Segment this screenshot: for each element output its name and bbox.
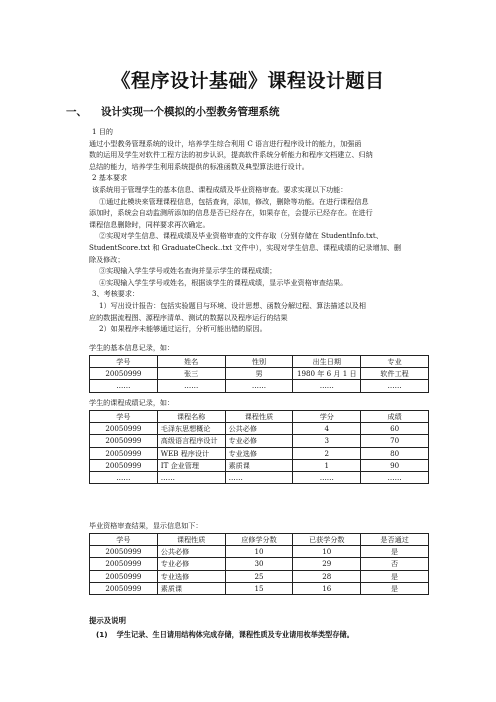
course-score-table: [89, 410, 429, 484]
table-row: [90, 582, 429, 594]
table-row: [90, 558, 429, 570]
body-line: 课程信息删除时，同样要求再次确定。: [89, 219, 210, 229]
table-cell: 软件工程: [361, 368, 429, 380]
table-header-cell: 成绩: [361, 411, 429, 423]
table-cell: 4: [293, 423, 361, 435]
body-line: 2 基本要求: [92, 173, 128, 183]
table-header-row: [90, 534, 429, 546]
table-cell: 专业选修: [225, 447, 293, 459]
table-cell: 毛泽东思想概论: [157, 423, 225, 435]
table-cell: 90: [361, 459, 429, 471]
table-row: [90, 546, 429, 558]
table-header-cell: 课程性质: [225, 411, 293, 423]
table-cell: IT 企业管理: [157, 459, 225, 471]
table-header-cell: 课程名称: [157, 411, 225, 423]
table1-caption: 学生的基本信息记录，如：: [89, 343, 175, 352]
table-cell: 25: [225, 570, 293, 582]
body-line: 应的数据流程图、源程序清单、测试的数据以及程序运行的结果: [89, 312, 288, 322]
table-cell: 男: [225, 368, 293, 380]
document-title: 《程序设计基础》课程设计题目: [111, 70, 385, 92]
body-line: 通过小型教务管理系统的设计，培养学生综合利用 C 语言进行程序设计的能力，加强函: [89, 138, 362, 148]
table-row: [90, 435, 429, 447]
body-line: 该系统用于管理学生的基本信息、课程成绩及毕业资格审查。要求实现以下功能：: [92, 184, 348, 194]
graduate-check-table: [89, 533, 429, 595]
table-cell: 20050999: [90, 435, 158, 447]
table-cell: 20050999: [90, 582, 158, 594]
table-cell: 20050999: [90, 558, 158, 570]
body-line: ③实现输入学生学号或姓名查询并显示学生的课程成绩；: [99, 266, 277, 276]
table-cell: 是: [361, 546, 429, 558]
table-cell: 20050999: [90, 570, 158, 582]
body-text: [89, 126, 429, 335]
table-cell: 30: [225, 558, 293, 570]
body-line: 添加时，系统会自动监测所添加的信息是否已经存在，如果存在，会提示已经存在。在进行: [89, 208, 373, 218]
table-cell: ……: [293, 471, 361, 483]
table-cell: ……: [90, 471, 158, 483]
table-header-cell: 出生日期: [293, 356, 361, 368]
table-cell: ……: [293, 380, 361, 392]
table-row: [90, 471, 429, 483]
table-cell: 70: [361, 435, 429, 447]
table-cell: 高级语言程序设计: [157, 435, 225, 447]
table-cell: ……: [157, 471, 225, 483]
table-cell: 张三: [157, 368, 225, 380]
table-cell: 1: [293, 459, 361, 471]
table-header-cell: 专业: [361, 356, 429, 368]
table-cell: ……: [225, 471, 293, 483]
table-cell: 20050999: [90, 546, 158, 558]
body-line: 数的运用及学生对软件工程方法的初步认识，提高软件系统分析能力和程序文档建立、归纳: [89, 150, 373, 160]
table2-caption: 学生的课程成绩记录，如：: [89, 398, 175, 407]
table-cell: 16: [293, 582, 361, 594]
body-line: 2）如果程序未能够通过运行，分析可能出错的原因。: [99, 324, 267, 334]
section-number: 一、: [66, 106, 87, 118]
table-cell: 素质课: [157, 582, 225, 594]
table-header-cell: 学号: [90, 534, 158, 546]
table-cell: ……: [361, 471, 429, 483]
table-cell: 专业选修: [157, 570, 225, 582]
table-cell: ……: [157, 380, 225, 392]
student-info-table: [89, 355, 429, 393]
body-line: ②实现对学生信息、课程成绩及毕业资格审查的文件存取（分别存储在 StudentInfo.txt、: [99, 231, 383, 241]
table-cell: 15: [225, 582, 293, 594]
table-row: [90, 570, 429, 582]
table-cell: 10: [225, 546, 293, 558]
table-cell: 20050999: [90, 423, 158, 435]
tips-item: [96, 630, 436, 640]
table-cell: 是: [361, 582, 429, 594]
table-header-cell: 是否通过: [361, 534, 429, 546]
table-cell: 10: [293, 546, 361, 558]
table-row: [90, 368, 429, 380]
table-row: [90, 380, 429, 392]
table-cell: 2: [293, 447, 361, 459]
table-cell: 3: [293, 435, 361, 447]
table-header-cell: 姓名: [157, 356, 225, 368]
table-cell: WEB 程序设计: [157, 447, 225, 459]
table-row: [90, 447, 429, 459]
table-cell: 20050999: [90, 447, 158, 459]
tips-heading: 提示及说明: [89, 616, 126, 625]
table-header-cell: 已获学分数: [293, 534, 361, 546]
table-cell: ……: [90, 380, 158, 392]
table-row: [90, 423, 429, 435]
table-header-cell: 学号: [90, 356, 158, 368]
body-line: ④实现输入学生学号或姓名，根据该学生的课程成绩，显示毕业资格审查结果。: [99, 277, 348, 287]
table-cell: ……: [361, 380, 429, 392]
table-cell: 28: [293, 570, 361, 582]
table-header-cell: 性别: [225, 356, 293, 368]
table-cell: 20050999: [90, 368, 158, 380]
body-line: StudentScore.txt 和 GraduateCheck..txt 文件中），实现对学生信息、课程成绩的记录增加、删: [89, 242, 401, 252]
table-header-cell: 课程性质: [157, 534, 225, 546]
table-header-cell: 学号: [90, 411, 158, 423]
table-cell: 否: [361, 558, 429, 570]
table-cell: 公共必修: [225, 423, 293, 435]
table-header-row: [90, 411, 429, 423]
table-cell: 素质课: [225, 459, 293, 471]
body-line: 1）写出设计报告：包括实验题目与环境、设计思想、函数分解过程、算法描述以及相: [99, 300, 366, 310]
table3-caption: 毕业资格审查结果，显示信息如下：: [89, 521, 203, 530]
table-header-cell: 应修学分数: [225, 534, 293, 546]
table-cell: 20050999: [90, 459, 158, 471]
body-line: 1 目的: [92, 127, 113, 136]
body-line: 除及修改；: [89, 254, 125, 264]
table-cell: 80: [361, 447, 429, 459]
tips-item-text: 学生记录、生日请用结构体完成存储，课程性质及专业请用枚举类型存储。: [116, 630, 354, 639]
table-header-row: [90, 356, 429, 368]
table-cell: 专业必修: [157, 558, 225, 570]
table-cell: 60: [361, 423, 429, 435]
table-cell: 29: [293, 558, 361, 570]
section-title: 设计实现一个模拟的小型教务管理系统: [101, 106, 280, 118]
tips-item-number: (1): [96, 630, 108, 639]
table-cell: 专业必修: [225, 435, 293, 447]
body-line: 总结的能力，培养学生利用系统提供的标准函数及典型算法进行设计。: [89, 161, 309, 171]
table-cell: 公共必修: [157, 546, 225, 558]
table-cell: 是: [361, 570, 429, 582]
table-cell: ……: [225, 380, 293, 392]
section-heading: [66, 104, 280, 119]
table-cell: 1980 年 6 月 1 日: [293, 368, 361, 380]
table-row: [90, 459, 429, 471]
body-line: ①通过此模块来管理课程信息，包括查询，添加，修改，删除等功能。在进行课程信息: [99, 196, 369, 206]
table-header-cell: 学分: [293, 411, 361, 423]
body-line: 3、考核要求：: [92, 289, 140, 299]
